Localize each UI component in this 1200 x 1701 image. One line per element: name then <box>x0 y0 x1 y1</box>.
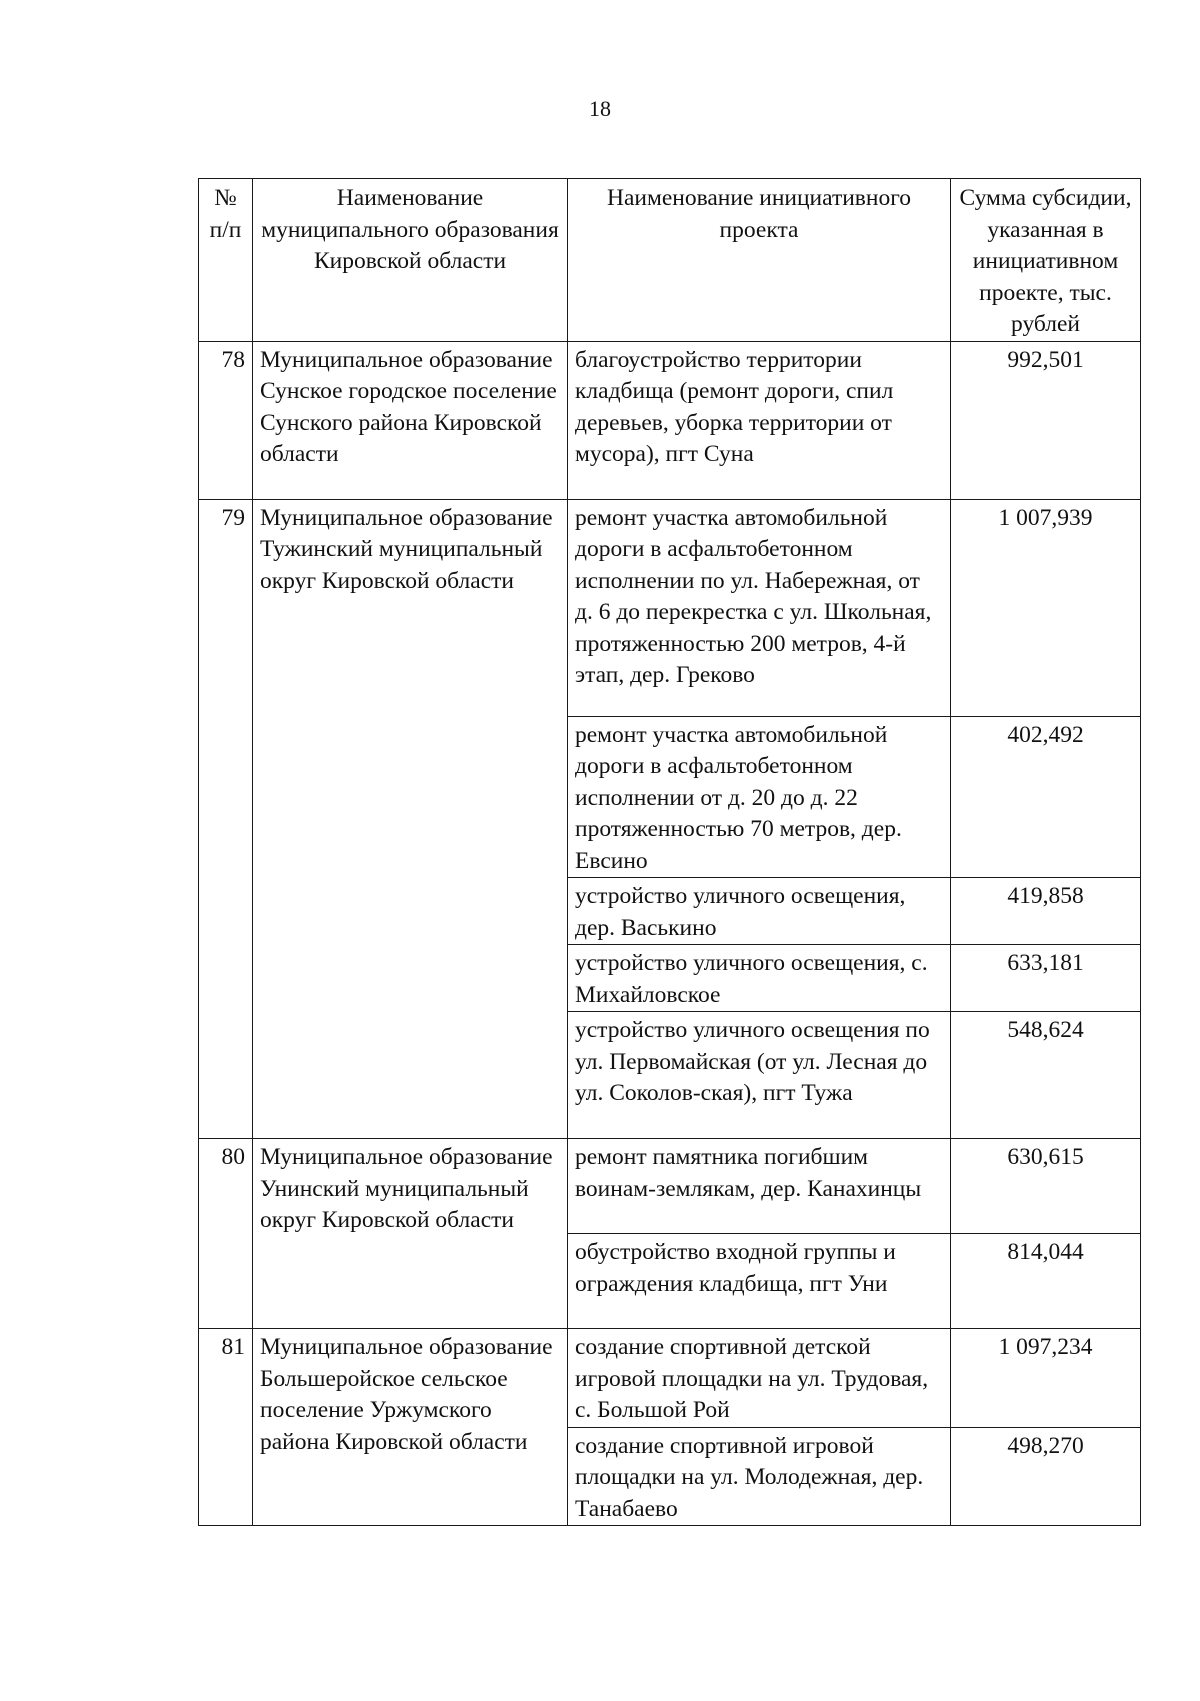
subsidy-amount: 498,270 <box>951 1427 1141 1526</box>
table-row <box>199 499 1141 716</box>
project-name: ремонт участка автомобильной дороги в асфальтобетонном исполнении по ул. Набережная, от д. 6 до перекрестка с ул. Школьная, протяженностью 200 метров, 4-й этап, дер. Греково <box>568 499 951 716</box>
header-project: Наименование инициативного проекта <box>568 179 951 342</box>
subsidy-table <box>198 178 1141 1526</box>
row-number: 79 <box>199 499 253 1139</box>
project-name: ремонт памятника погибшим воинам-землякам, дер. Канахинцы <box>568 1139 951 1234</box>
subsidy-amount: 402,492 <box>951 716 1141 878</box>
table-row <box>199 1329 1141 1428</box>
municipality-name: Муниципальное образование Тужинский муниципальный округ Кировской области <box>253 499 568 1139</box>
project-name: благоустройство территории кладбища (ремонт дороги, спил деревьев, уборка территории от мусора), пгт Суна <box>568 341 951 499</box>
subsidy-amount: 1 007,939 <box>951 499 1141 716</box>
project-name: устройство уличного освещения по ул. Первомайская (от ул. Лесная до ул. Соколов-ская), пгт Тужа <box>568 1012 951 1139</box>
table-row <box>199 1139 1141 1234</box>
subsidy-amount: 992,501 <box>951 341 1141 499</box>
project-name: устройство уличного освещения, с. Михайловское <box>568 945 951 1012</box>
row-number: 81 <box>199 1329 253 1526</box>
row-number: 80 <box>199 1139 253 1329</box>
page-number: 18 <box>589 96 611 121</box>
row-number: 78 <box>199 341 253 499</box>
project-name: создание спортивной детской игровой площадки на ул. Трудовая, с. Большой Рой <box>568 1329 951 1428</box>
subsidy-amount: 630,615 <box>951 1139 1141 1234</box>
project-name: обустройство входной группы и ограждения кладбища, пгт Уни <box>568 1234 951 1329</box>
municipality-name: Муниципальное образование Сунское городское поселение Сунского района Кировской области <box>253 341 568 499</box>
table-header-row <box>199 179 1141 342</box>
subsidy-amount: 548,624 <box>951 1012 1141 1139</box>
project-name: устройство уличного освещения, дер. Васькино <box>568 878 951 945</box>
header-municipality: Наименование муниципального образования Кировской области <box>253 179 568 342</box>
subsidy-amount: 1 097,234 <box>951 1329 1141 1428</box>
header-number: № п/п <box>199 179 253 342</box>
municipality-name: Муниципальное образование Унинский муниципальный округ Кировской области <box>253 1139 568 1329</box>
header-amount: Сумма субсидии, указанная в инициативном проекте, тыс. рублей <box>951 179 1141 342</box>
project-name: ремонт участка автомобильной дороги в асфальтобетонном исполнении от д. 20 до д. 22 протяженностью 70 метров, дер. Евсино <box>568 716 951 878</box>
subsidy-amount: 419,858 <box>951 878 1141 945</box>
subsidy-amount: 814,044 <box>951 1234 1141 1329</box>
table-row <box>199 341 1141 499</box>
subsidy-amount: 633,181 <box>951 945 1141 1012</box>
municipality-name: Муниципальное образование Большеройское сельское поселение Уржумского района Кировской области <box>253 1329 568 1526</box>
project-name: создание спортивной игровой площадки на ул. Молодежная, дер. Танабаево <box>568 1427 951 1526</box>
